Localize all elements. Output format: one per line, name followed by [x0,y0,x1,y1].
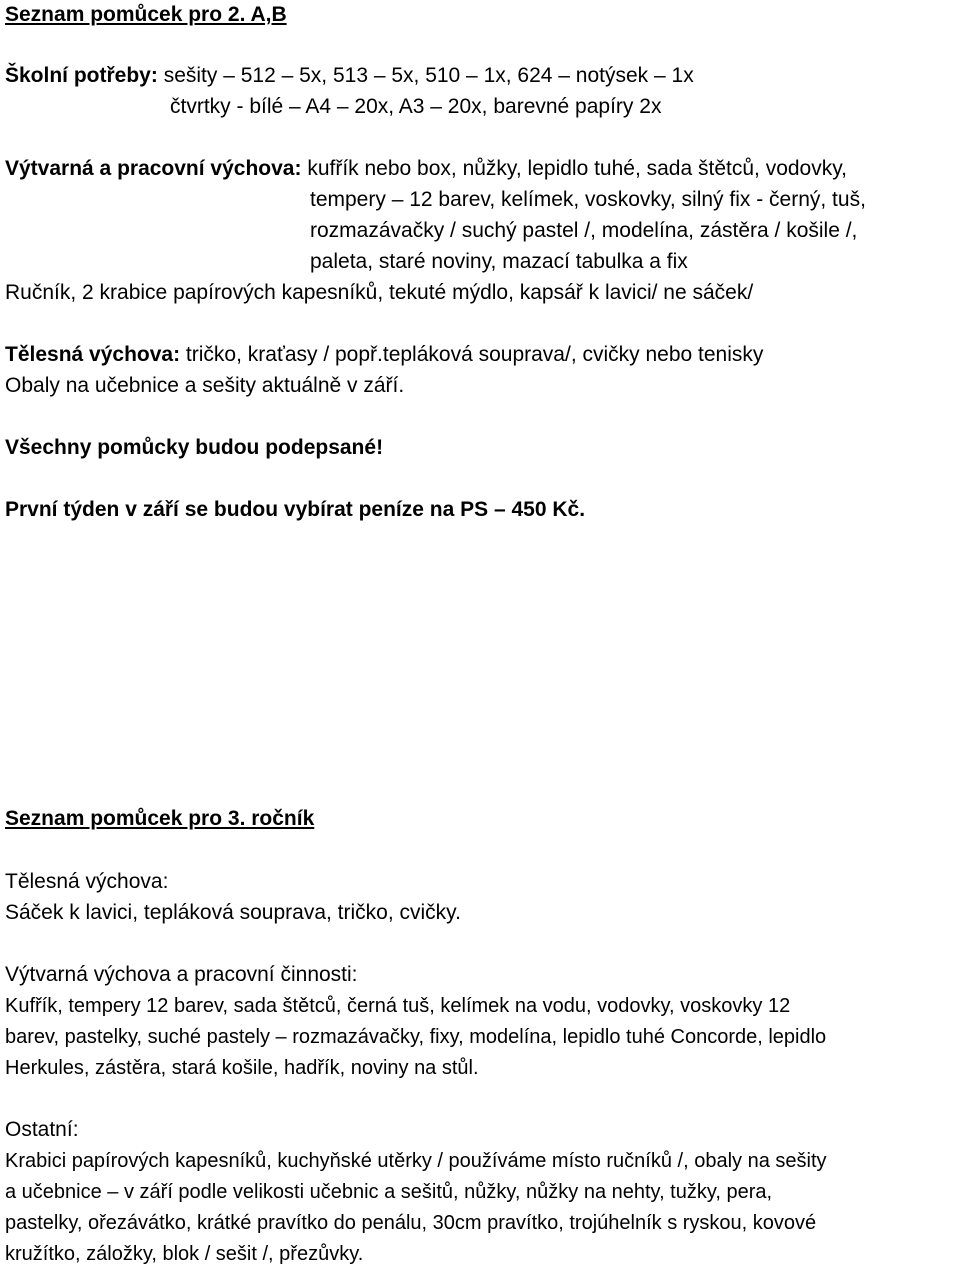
pe3-line: Sáček k lavici, tepláková souprava, tričko, cvičky. [5,901,461,924]
art-text: kufřík nebo box, nůžky, lepidlo tuhé, sada štětců, vodovky, [301,157,848,180]
art3-line1: Kufřík, tempery 12 barev, sada štětců, černá tuš, kelímek na vodu, vodovky, voskovky 12 [5,995,791,1017]
art3-line2: barev, pastelky, suché pastely – rozmazávačky, fixy, modelína, lepidlo tuhé Concorde, lepidlo [5,1026,827,1048]
pe3-label: Tělesná výchova: [5,870,169,893]
art-line2: tempery – 12 barev, kelímek, voskovky, silný fix - černý, tuš, [310,188,866,211]
pe-text: tričko, kraťasy / popř.tepláková souprava/, cvičky nebo tenisky [180,343,764,366]
money-note: První týden v září se budou vybírat peníze na PS – 450 Kč. [5,498,586,521]
misc-line: Ručník, 2 krabice papírových kapesníků, tekuté mýdlo, kapsář k lavici/ ne sáček/ [5,281,754,304]
art-line3: rozmazávačky / suchý pastel /, modelína, zástěra / košile /, [310,219,858,242]
art-label: Výtvarná a pracovní výchova: [5,157,302,180]
school-supplies-label: Školní potřeby: [5,64,158,87]
art3-line3: Herkules, zástěra, stará košile, hadřík, noviny na stůl. [5,1057,479,1079]
school-supplies-text: sešity – 512 – 5x, 513 – 5x, 510 – 1x, 624 – notýsek – 1x [157,64,694,87]
school-supplies-line1 [5,63,694,89]
section3-title: Seznam pomůcek pro 3. ročník [5,807,315,830]
art-line4: paleta, staré noviny, mazací tabulka a fix [310,250,688,273]
school-supplies-line2: čtvrtky - bílé – A4 – 20x, A3 – 20x, barevné papíry 2x [170,95,662,118]
other-line2: a učebnice – v září podle velikosti učebnic a sešitů, nůžky, nůžky na nehty, tužky, pera, [5,1181,773,1203]
art-line1 [5,156,847,182]
covers-line: Obaly na učebnice a sešity aktuálně v září. [5,374,405,397]
pe-label: Tělesná výchova: [5,343,181,366]
other-line4: kružítko, záložky, blok / sešit /, přezůvky. [5,1243,364,1265]
other-line1: Krabici papírových kapesníků, kuchyňské utěrky / používáme místo ručníků /, obaly na sešity [5,1150,827,1172]
pe-line [5,342,763,368]
other-line3: pastelky, ořezávátko, krátké pravítko do penálu, 30cm pravítko, trojúhelník s ryskou, kovové [5,1212,817,1234]
section2-title: Seznam pomůcek pro 2. A,B [5,3,287,26]
art3-label: Výtvarná výchova a pracovní činnosti: [5,963,358,986]
other-label: Ostatní: [5,1118,79,1141]
signed-note: Všechny pomůcky budou podepsané! [5,436,384,459]
